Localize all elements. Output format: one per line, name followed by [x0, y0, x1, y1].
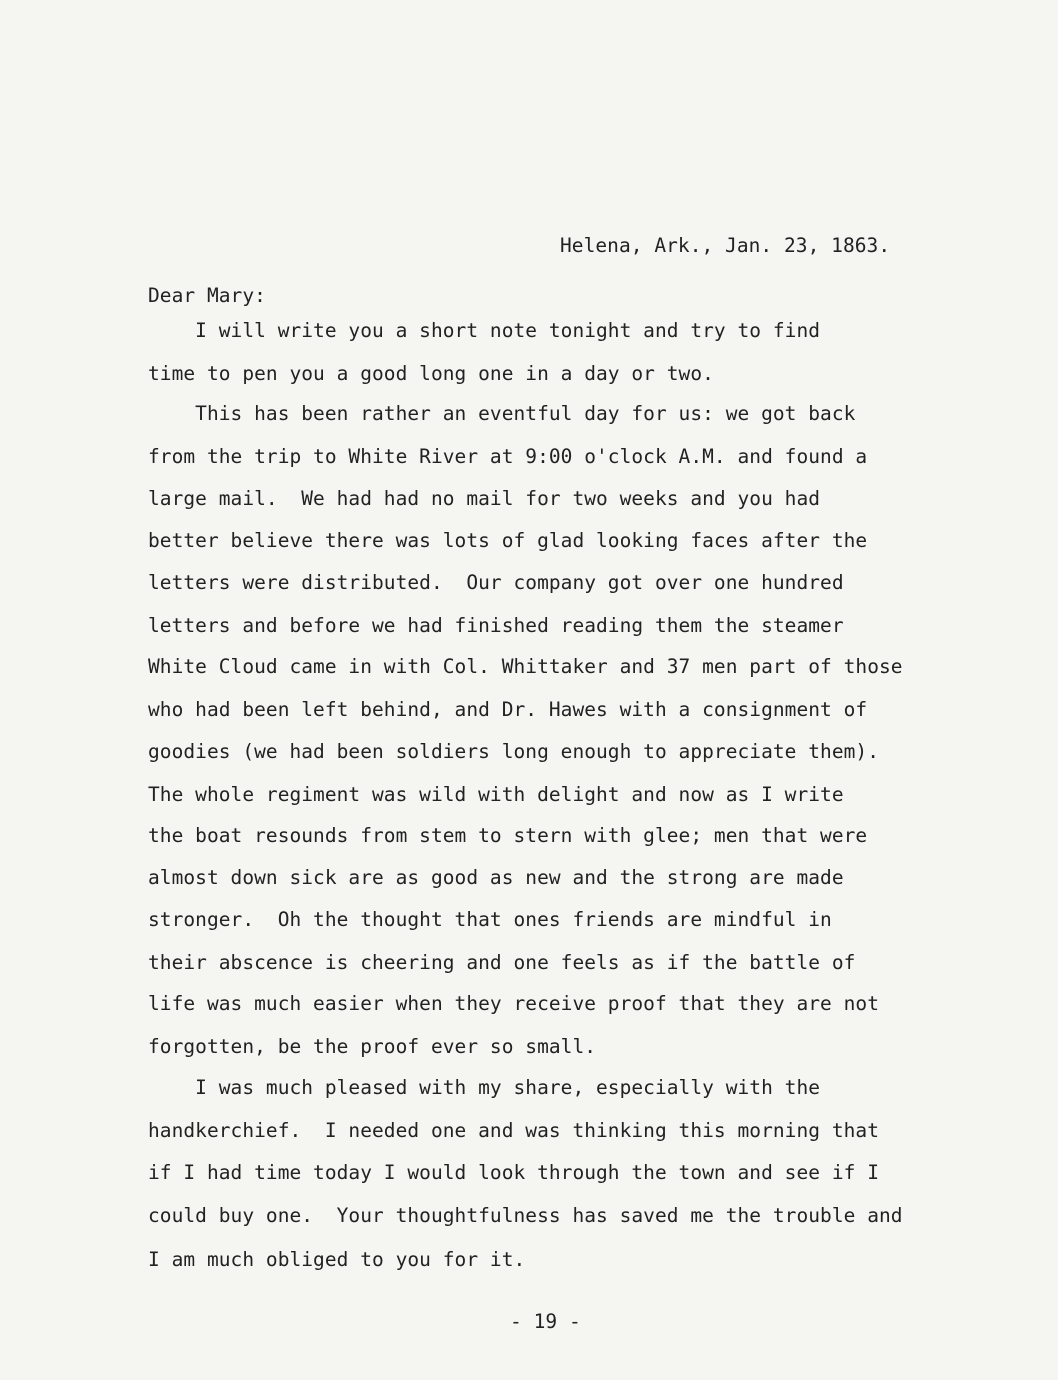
body-line: goodies (we had been soldiers long enough to appreciate them).: [148, 740, 879, 763]
body-line: letters were distributed. Our company got over one hundred: [148, 571, 844, 594]
body-line: large mail. We had had no mail for two weeks and you had: [148, 487, 821, 510]
body-line: the boat resounds from stem to stern with glee; men that were: [148, 824, 868, 847]
body-line: almost down sick are as good as new and the strong are made: [148, 866, 844, 889]
body-line: if I had time today I would look through the town and see if I: [148, 1161, 879, 1184]
body-line: from the trip to White River at 9:00 o'clock A.M. and found a: [148, 445, 868, 468]
body-line: time to pen you a good long one in a day or two.: [148, 362, 714, 385]
dateline: Helena, Ark., Jan. 23, 1863.: [560, 234, 891, 257]
body-line: forgotten, be the proof ever so small.: [148, 1035, 597, 1058]
body-line: I will write you a short note tonight and try to find: [148, 319, 821, 342]
body-line: I was much pleased with my share, especially with the: [148, 1076, 821, 1099]
body-line: handkerchief. I needed one and was thinking this morning that: [148, 1119, 879, 1142]
body-line: The whole regiment was wild with delight and now as I write: [148, 783, 844, 806]
body-line: who had been left behind, and Dr. Hawes with a consignment of: [148, 698, 868, 721]
page-number: - 19 -: [510, 1310, 581, 1333]
body-line: I am much obliged to you for it.: [148, 1248, 526, 1271]
body-line: life was much easier when they receive proof that they are not: [148, 992, 879, 1015]
body-line: their abscence is cheering and one feels as if the battle of: [148, 951, 856, 974]
body-line: letters and before we had finished reading them the steamer: [148, 614, 844, 637]
body-line: White Cloud came in with Col. Whittaker and 37 men part of those: [148, 655, 903, 678]
salutation: Dear Mary:: [148, 284, 266, 307]
body-line: stronger. Oh the thought that ones friends are mindful in: [148, 908, 832, 931]
body-line: This has been rather an eventful day for us: we got back: [148, 402, 856, 425]
body-line: could buy one. Your thoughtfulness has saved me the trouble and: [148, 1204, 903, 1227]
body-line: better believe there was lots of glad looking faces after the: [148, 529, 868, 552]
